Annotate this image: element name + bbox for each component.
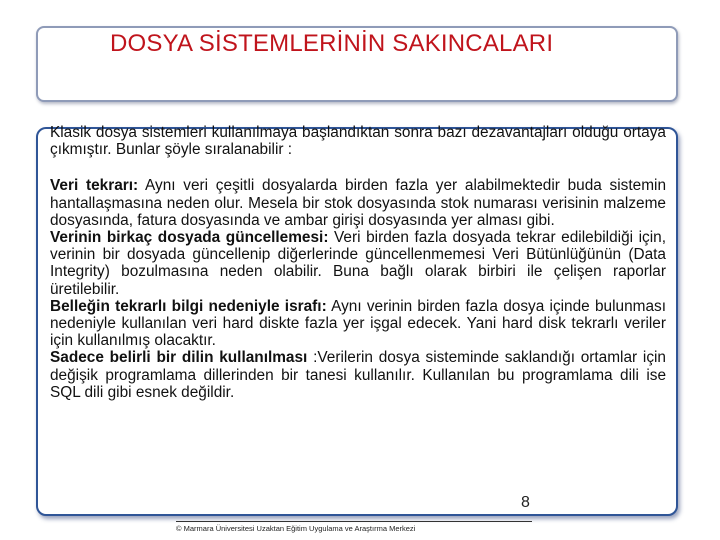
item-belirli-dil — [50, 349, 666, 401]
item-term: Sadece belirli bir dilin kullanılması — [50, 349, 308, 367]
intro-paragraph: Klasik dosya sistemleri kullanılmaya başlandıktan sonra bazı dezavantajları olduğu ortaya çıkmıştır. Bunlar şöyle sıralanabilir : — [50, 124, 666, 159]
item-term: Verinin birkaç dosyada güncellemesi: — [50, 229, 329, 247]
page-number: 8 — [521, 494, 530, 511]
item-text: Aynı veri çeşitli dosyalarda birden fazla yer alabilmektedir buda sistemin hantallaşmasına neden olur. Mesela bir stok dosyasında stok numarası verisinin malzeme dosyasında, fatura dosyasında ve ambar girişi dosyasında yer alması gibi. — [50, 177, 666, 229]
item-text: :Verilerin dosya sisteminde saklandığı ortamlar için değişik programlama dillerinden bir tanesi kullanılır. Kullanılan bu programlama dili ise SQL dili gibi esnek değildir. — [50, 349, 666, 401]
item-text: Veri birden fazla dosyada tekrar edilebildiği için, verinin bir dosyada güncellenip diğerlerinde güncellenmemesi Veri Bütünlüğünün (Data Integrity) bozulmasına neden olabilir. Buna bağlı olarak birbiri ile çelişen raporlar üretilebilir. — [50, 229, 666, 298]
item-term: Veri tekrarı: — [50, 177, 139, 195]
content-text — [50, 124, 666, 401]
slide-title: DOSYA SİSTEMLERİNİN SAKINCALARI — [110, 30, 554, 57]
item-bellek-israfi — [50, 298, 666, 350]
item-veri-tekrari — [50, 177, 666, 229]
item-term: Belleğin tekrarlı bilgi nedeniyle israfı: — [50, 297, 327, 315]
item-guncelleme — [50, 229, 666, 298]
footer-copyright: © Marmara Üniversitesi Uzaktan Eğitim Uygulama ve Araştırma Merkezi — [176, 521, 532, 533]
item-text: Aynı verinin birden fazla dosya içinde bulunması nedeniyle kullanılan veri hard diskte fazla yer işgal edecek. Yani hard disk tekrarlı veriler için kullanılmış olacaktır. — [50, 297, 666, 350]
